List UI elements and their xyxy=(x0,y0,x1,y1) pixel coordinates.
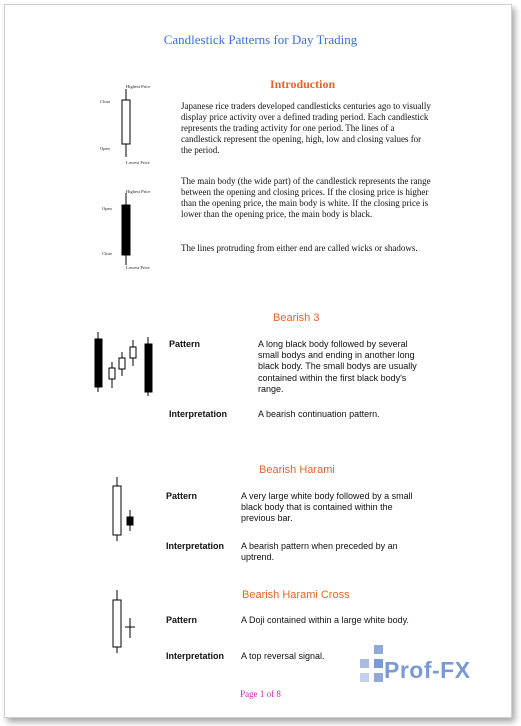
interpretation-description: A bearish continuation pattern. xyxy=(258,409,380,419)
document-title: Candlestick Patterns for Day Trading xyxy=(163,32,358,47)
bearish-harami-heading: Bearish Harami xyxy=(259,464,335,476)
interpretation-description: A bearish pattern when preceded by an uptrend. xyxy=(241,541,398,563)
pattern-description: A Doji contained within a large white body. xyxy=(241,615,409,625)
black-candle-high-label: Highest Price xyxy=(126,189,151,194)
pattern-description: A long black body followed by several small bodys and ending in another long black body. The small bodys are usually contained within the first black body's range. xyxy=(258,339,417,394)
white-candle-diagram xyxy=(118,86,158,166)
bearish-harami-cross-heading: Bearish Harami Cross xyxy=(242,589,350,601)
interpretation-label: Interpretation xyxy=(169,409,228,419)
prof-fx-watermark-text: Prof-FX xyxy=(384,657,471,683)
interpretation-description: A top reversal signal. xyxy=(241,651,325,661)
introduction-paragraph: Japanese rice traders developed candlesticks centuries ago to visually display price activity over a defined trading period. Each candlestick represents the trading activity for one period. The lines of a candlestick represent the opening, high, low and closing values for the period. xyxy=(181,101,431,155)
black-candle-low-label: Lowest Price xyxy=(126,265,150,270)
white-candle-high-label: Highest Price xyxy=(126,84,151,89)
introduction-paragraph: The main body (the wide part) of the candlestick represents the range between the opening and closing prices. If the closing price is higher than the opening price, the main body is white. If the closing price is lower than the opening price, the main body is black. xyxy=(181,176,431,219)
black-candle-open-label: Open xyxy=(102,206,112,211)
page-number: Page 1 of 8 xyxy=(240,689,281,699)
black-candle-diagram xyxy=(118,193,158,273)
pattern-label: Pattern xyxy=(166,615,198,625)
pattern-description: A very large white body followed by a small black body that is contained within the previous bar. xyxy=(241,491,413,524)
interpretation-label: Interpretation xyxy=(166,541,225,551)
white-candle-close-label: Close xyxy=(100,99,111,104)
pattern-label: Pattern xyxy=(166,491,198,501)
white-candle-low-label: Lowest Price xyxy=(126,160,150,165)
bearish-harami-cross-diagram xyxy=(108,589,148,659)
bearish-harami-diagram xyxy=(108,476,148,546)
white-candle-open-label: Open xyxy=(100,146,110,151)
black-candle-close-label: Close xyxy=(102,251,113,256)
introduction-paragraph: The lines protruding from either end are called wicks or shadows. xyxy=(181,243,418,253)
pattern-label: Pattern xyxy=(169,339,201,349)
introduction-heading: Introduction xyxy=(270,77,336,91)
interpretation-label: Interpretation xyxy=(166,651,225,661)
bearish-3-diagram xyxy=(90,330,160,400)
bearish-3-heading: Bearish 3 xyxy=(273,312,320,324)
